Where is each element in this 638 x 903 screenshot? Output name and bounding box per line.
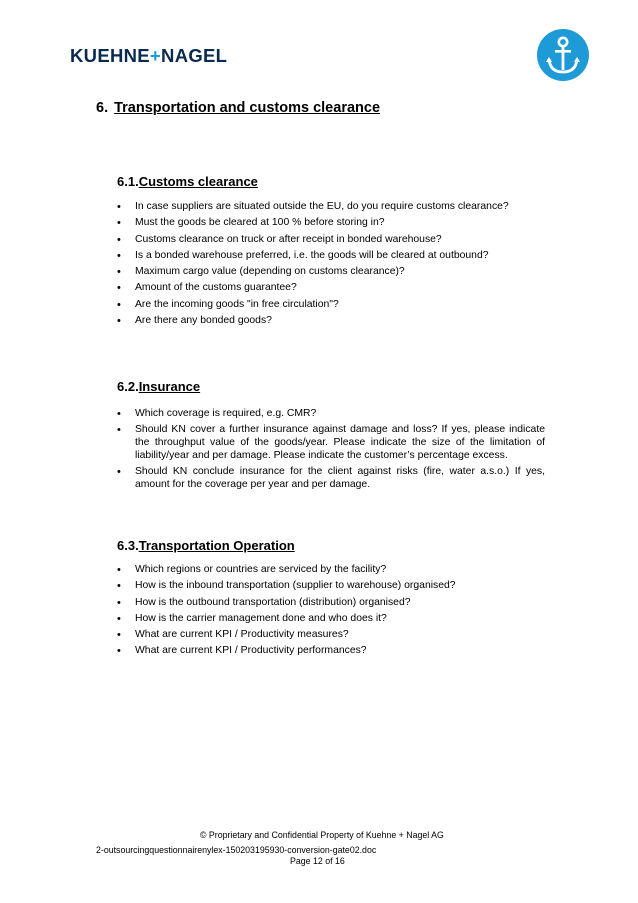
section-title <box>96 100 380 116</box>
list-item: • How is the outbound transportation (distribution) organised? <box>117 597 545 610</box>
list-item: • Customs clearance on truck or after receipt in bonded warehouse? <box>117 234 545 247</box>
company-logo <box>70 45 227 67</box>
section-number: 6. <box>96 100 109 116</box>
anchor-icon <box>536 28 590 82</box>
list-item: • Which regions or countries are serviced by the facility? <box>117 564 545 577</box>
list-item: • Must the goods be cleared at 100 % before storing in? <box>117 217 545 230</box>
list-item: • How is the carrier management done and who does it? <box>117 613 545 626</box>
subsection-title: Insurance <box>138 379 201 394</box>
subsection-heading-customs <box>117 174 258 189</box>
subsection-number: 6.1. <box>117 174 139 189</box>
customs-question-list <box>117 201 545 331</box>
list-item: • In case suppliers are situated outside the EU, do you require customs clearance? <box>117 201 545 214</box>
section-title-text: Transportation and customs clearance <box>114 100 381 116</box>
list-item: • What are current KPI / Productivity performances? <box>117 645 545 658</box>
footer-filename: 2-outsourcingquestionnairenylex-150203195930-conversion-gate02.doc <box>96 845 377 855</box>
footer-copyright: © Proprietary and Confidential Property of Kuehne + Nagel AG <box>200 830 444 840</box>
subsection-heading-transport <box>117 538 295 553</box>
subsection-title: Customs clearance <box>138 174 258 189</box>
logo-text-right: NAGEL <box>161 45 228 66</box>
transport-question-list <box>117 564 545 662</box>
subsection-number: 6.2. <box>117 379 139 394</box>
list-item: • Is a bonded warehouse preferred, i.e. the goods will be cleared at outbound? <box>117 250 545 263</box>
list-item: • Should KN cover a further insurance against damage and loss? If yes, please indicate the throughput value of the goods/year. Please indicate the size of the limitation of liability/year and per damage. Please indicate the customer’s percentage excess. <box>117 424 545 462</box>
list-item: • Which coverage is required, e.g. CMR? <box>117 408 545 421</box>
list-item: • Amount of the customs guarantee? <box>117 282 545 295</box>
list-item: • What are current KPI / Productivity measures? <box>117 629 545 642</box>
subsection-number: 6.3. <box>117 538 139 553</box>
list-item: • Are the incoming goods "in free circulation"? <box>117 299 545 312</box>
list-item: • Are there any bonded goods? <box>117 315 545 328</box>
list-item: • Maximum cargo value (depending on customs clearance)? <box>117 266 545 279</box>
footer-page-number: Page 12 of 16 <box>290 856 345 866</box>
list-item: • How is the inbound transportation (supplier to warehouse) organised? <box>117 580 545 593</box>
logo-plus: + <box>149 45 162 66</box>
subsection-title: Transportation Operation <box>138 538 295 553</box>
list-item: • Should KN conclude insurance for the client against risks (fire, water a.s.o.) If yes, amount for the coverage per year and per damage. <box>117 466 545 492</box>
insurance-question-list <box>117 408 545 495</box>
subsection-heading-insurance <box>117 379 200 394</box>
logo-text-left: KUEHNE <box>70 45 150 66</box>
